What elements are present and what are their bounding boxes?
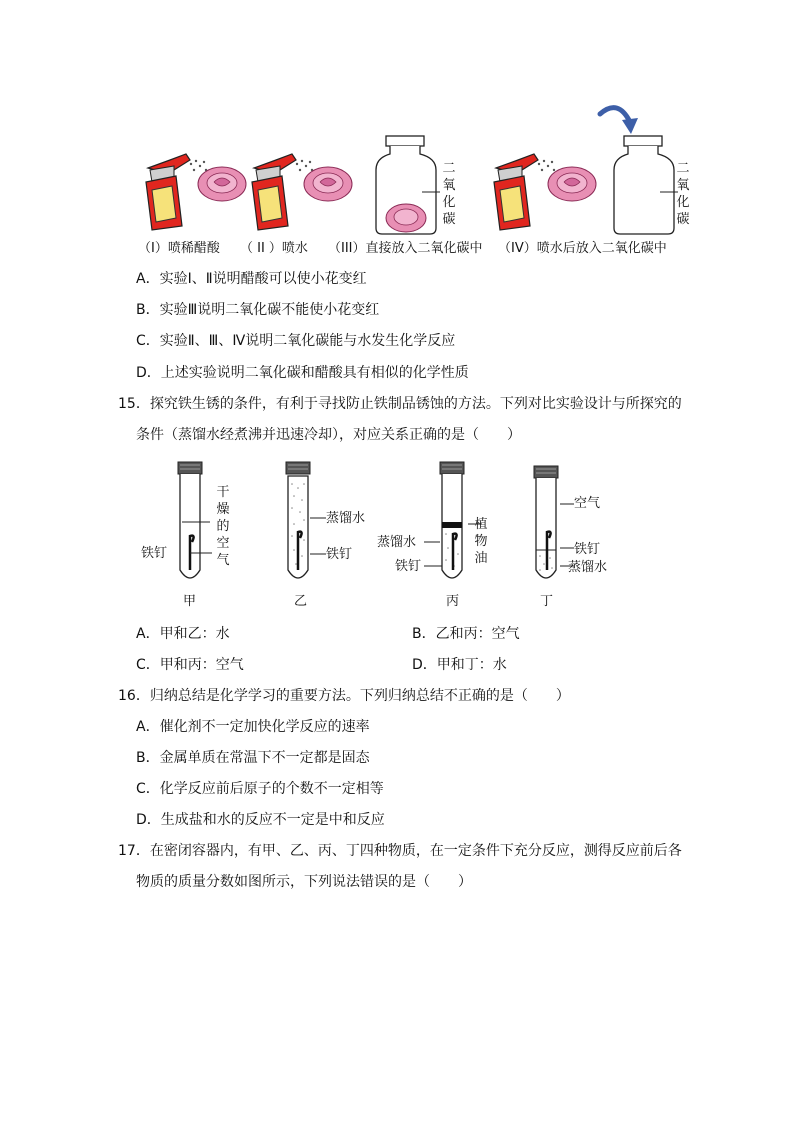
q14-option-d: D．上述实验说明二氧化碳和醋酸具有相似的化学性质 [136, 365, 469, 381]
jia-name: 甲 [183, 594, 197, 609]
flower-icon [196, 164, 248, 204]
ding-name: 丁 [540, 594, 554, 609]
bing-name: 丙 [446, 594, 460, 609]
caption-1: （I）喷稀醋酸 [138, 241, 220, 256]
curved-arrow-icon [596, 102, 640, 138]
q14-option-b: B．实验Ⅲ说明二氧化碳不能使小花变红 [136, 302, 380, 318]
q16-option-c: C．化学反应前后原子的个数不一定相等 [136, 781, 384, 797]
caption-4: （IV）喷水后放入二氧化碳中 [498, 241, 667, 256]
caption-2: （ II ）喷水 [240, 241, 308, 256]
q16-stem: 16．归纳总结是化学学习的重要方法。下列归纳总结不正确的是（ ） [118, 688, 570, 704]
q14-option-c: C．实验Ⅱ、Ⅲ、Ⅳ说明二氧化碳能与水发生化学反应 [136, 333, 456, 349]
bing-water-label: 蒸馏水 [377, 535, 417, 550]
yi-nail-label: 铁钉 [326, 547, 353, 562]
gas-jar-icon [612, 136, 676, 236]
jar2-gas-label: 二氧化碳 [676, 161, 690, 227]
q15-option-b: B．乙和丙：空气 [412, 626, 520, 642]
bing-oil-label: 植物油 [474, 517, 488, 566]
ding-nail-label: 铁钉 [574, 542, 601, 557]
jia-air-label: 干燥的空气 [216, 485, 230, 568]
bing-nail-label: 铁钉 [395, 559, 422, 574]
yi-name: 乙 [294, 594, 308, 609]
q15-option-d: D．甲和丁：水 [412, 657, 507, 673]
q15-option-a: A．甲和乙：水 [136, 626, 230, 642]
ding-air-label: 空气 [574, 496, 601, 511]
flower-icon [546, 164, 598, 204]
q17-stem-line1: 17．在密闭容器内，有甲、乙、丙、丁四种物质，在一定条件下充分反应，测得反应前后各 [118, 843, 682, 859]
ding-water-label: 蒸馏水 [568, 560, 608, 575]
gas-jar-icon [374, 136, 438, 236]
q16-option-a: A．催化剂不一定加快化学反应的速率 [136, 719, 370, 735]
jia-nail-label: 铁钉 [141, 546, 168, 561]
jar1-gas-label: 二氧化碳 [442, 161, 456, 227]
q15-stem-line1: 15．探究铁生锈的条件，有利于寻找防止铁制品锈蚀的方法。下列对比实验设计与所探究的 [118, 396, 682, 412]
caption-3: （III）直接放入二氧化碳中 [328, 241, 483, 256]
q15-option-c: C．甲和丙：空气 [136, 657, 244, 673]
q14-option-a: A．实验Ⅰ、Ⅱ说明醋酸可以使小花变红 [136, 271, 367, 287]
q16-option-b: B．金属单质在常温下不一定都是固态 [136, 750, 370, 766]
q17-stem-line2: 物质的质量分数如图所示，下列说法错误的是（ ） [136, 874, 472, 890]
flower-icon [302, 164, 354, 204]
yi-water-label: 蒸馏水 [326, 511, 366, 526]
q16-option-d: D．生成盐和水的反应不一定是中和反应 [136, 812, 385, 828]
q15-stem-line2: 条件（蒸馏水经煮沸并迅速冷却），对应关系正确的是（ ） [136, 427, 521, 443]
